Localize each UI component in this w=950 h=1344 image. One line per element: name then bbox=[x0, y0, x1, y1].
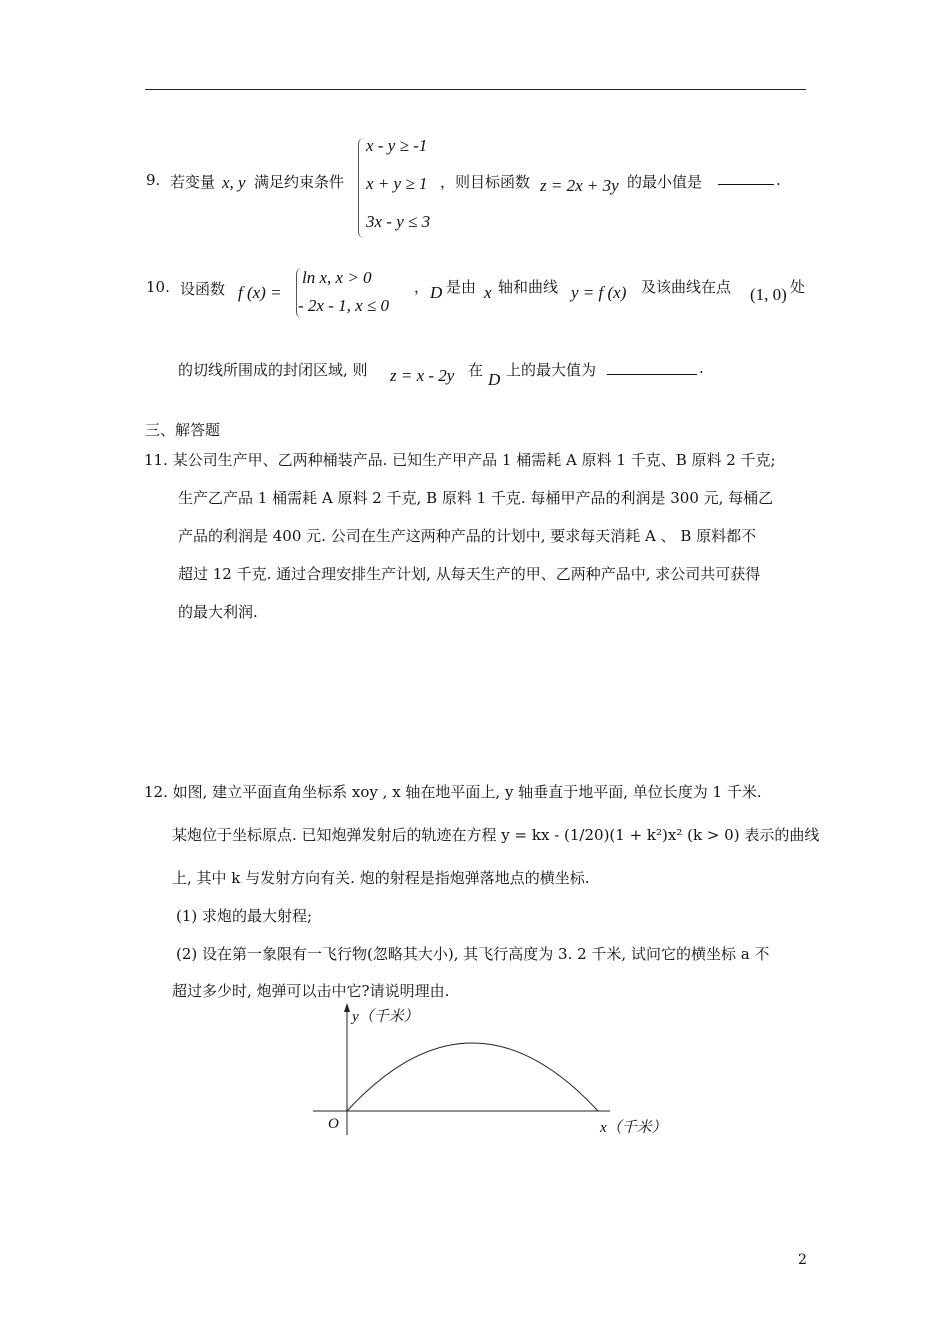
constraint: 3x - y ≤ 3 bbox=[366, 212, 431, 231]
q12-line: 12. 如图, 建立平面直角坐标系 xoy , x 轴在地平面上, y 轴垂直于地平面, 单位长度为 1 千米. bbox=[144, 783, 762, 801]
period: . bbox=[776, 171, 781, 189]
case: ln x, x > 0 bbox=[302, 268, 372, 287]
y-axis-label: y（千米） bbox=[352, 1009, 419, 1025]
q9-vars: x, y bbox=[222, 173, 246, 192]
y-axis-arrow-icon bbox=[344, 1003, 350, 1012]
q9-text: 若变量 bbox=[170, 173, 216, 191]
q12-line: (2) 设在第一象限有一飞行物(忽略其大小), 其飞行高度为 3. 2 千米, 试问它的横坐标 a 不 bbox=[176, 945, 770, 963]
q9-text: 满足约束条件 bbox=[254, 173, 345, 191]
q11-line: 的最大利润. bbox=[178, 603, 258, 621]
region-D: D bbox=[488, 370, 501, 389]
q9-text: ，则目标函数 bbox=[440, 173, 531, 191]
q9-text: 的最小值是 bbox=[627, 173, 703, 191]
q11-line: 超过 12 千克. 通过合理安排生产计划, 从每天生产的甲、乙两种产品中, 求公司共可获得 bbox=[178, 565, 761, 583]
origin-label: O bbox=[328, 1116, 339, 1132]
q12-line: 超过多少时, 炮弹可以击中它?请说明理由. bbox=[172, 982, 450, 1000]
q10-text: 设函数 bbox=[180, 280, 226, 298]
q9-number: 9. bbox=[146, 171, 161, 189]
objective: z = x - 2y bbox=[390, 366, 455, 385]
q10-text: 在 bbox=[468, 361, 484, 379]
q10-text: 上的最大值为 bbox=[506, 361, 597, 379]
comma: ， bbox=[414, 278, 430, 296]
q11-line: 11. 某公司生产甲、乙两种桶装产品. 已知生产甲产品 1 桶需耗 A 原料 1 千克、B 原料 2 千克; bbox=[144, 451, 776, 469]
section-heading: 三、解答题 bbox=[145, 421, 221, 439]
q10-text: 是由 bbox=[446, 278, 477, 296]
brace bbox=[358, 138, 365, 238]
q12-line: 某炮位于坐标原点. 已知炮弹发射后的轨迹在方程 y = kx - (1/20)(1 + k²)x² (k > 0) 表示的曲线 bbox=[172, 826, 820, 844]
q10-text: 的切线所围成的封闭区域, 则 bbox=[178, 361, 368, 379]
q11-line: 生产乙产品 1 桶需耗 A 原料 2 千克, B 原料 1 千克. 每桶甲产品的利润是 300 元, 每桶乙 bbox=[178, 489, 774, 507]
point: (1, 0) bbox=[750, 285, 787, 304]
q10-number: 10. bbox=[146, 278, 170, 296]
q11-line: 产品的利润是 400 元. 公司在生产这两种产品的计划中, 要求每天消耗 A 、 B 原料都不 bbox=[178, 527, 757, 545]
q12-line: (1) 求炮的最大射程; bbox=[176, 907, 313, 925]
answer-blank bbox=[718, 170, 774, 185]
objective: z = 2x + 3y bbox=[540, 176, 619, 195]
region-D: D bbox=[430, 283, 443, 302]
q10-text: 轴和曲线 bbox=[498, 278, 559, 296]
q10-text: 及该曲线在点 bbox=[641, 278, 732, 296]
q10-text: 处 bbox=[790, 278, 806, 296]
period: . bbox=[699, 359, 704, 377]
trajectory-curve bbox=[347, 1043, 598, 1111]
page-number: 2 bbox=[798, 1252, 807, 1268]
function-def: f (x) = bbox=[238, 283, 282, 302]
answer-blank bbox=[607, 360, 697, 375]
var-x: x bbox=[484, 283, 492, 302]
constraint: x - y ≥ -1 bbox=[366, 136, 428, 155]
constraint: x + y ≥ 1 bbox=[366, 174, 428, 193]
x-axis-label: x（千米） bbox=[600, 1120, 667, 1136]
q12-line: 上, 其中 k 与发射方向有关. 炮的射程是指炮弹落地点的横坐标. bbox=[172, 869, 590, 887]
case: - 2x - 1, x ≤ 0 bbox=[298, 296, 389, 315]
header-rule bbox=[145, 89, 806, 90]
curve: y = f (x) bbox=[571, 283, 627, 302]
